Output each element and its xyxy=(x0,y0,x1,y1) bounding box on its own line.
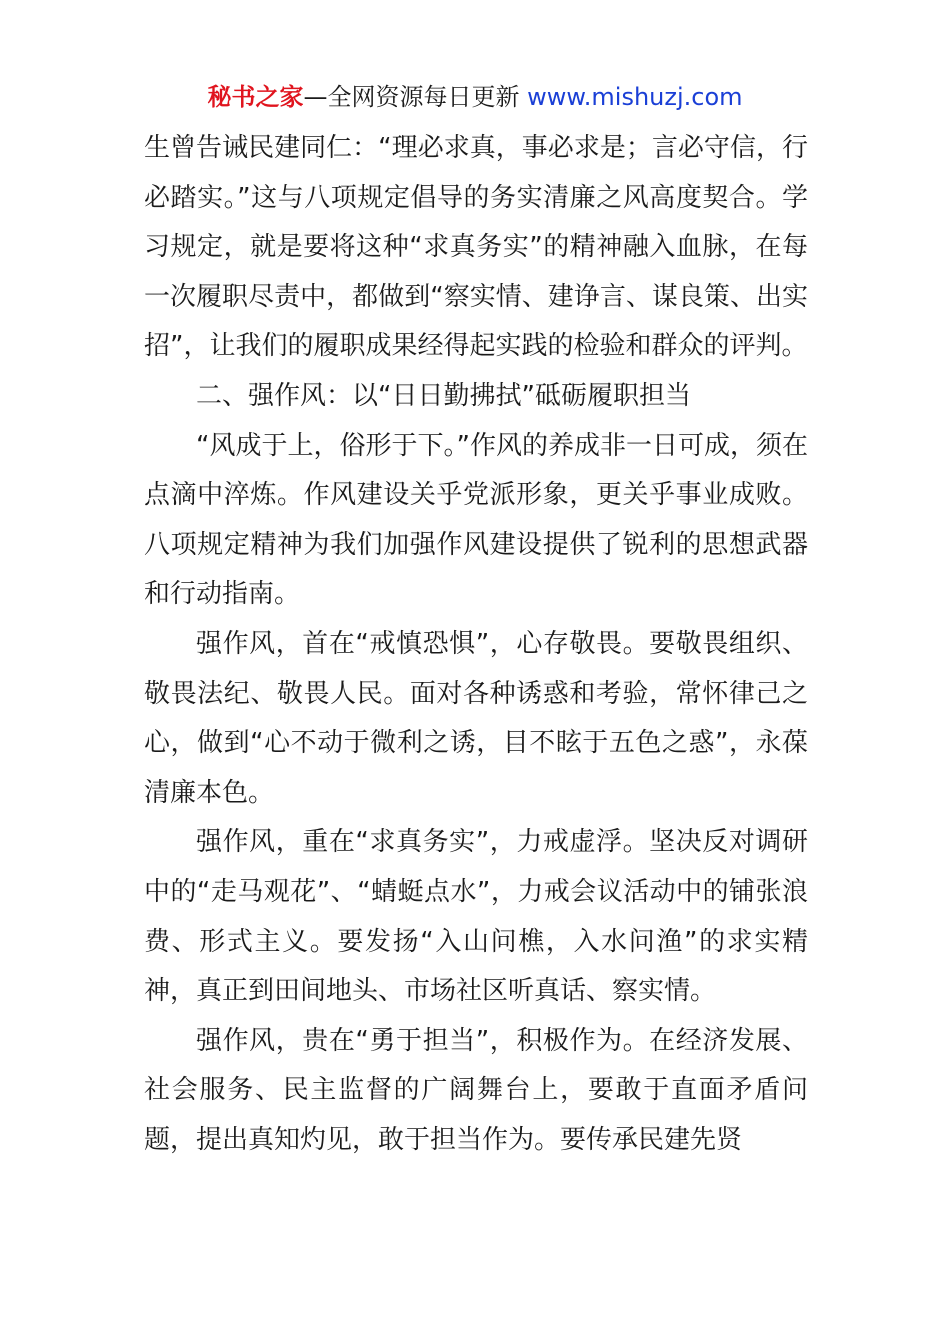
paragraph: 强作风，首在“戒慎恐惧”，心存敬畏。要敬畏组织、敬畏法纪、敬畏人民。面对各种诱惑和考验，常怀律己之心，做到“心不动于微利之诱，目不眩于五色之惑”，永葆清廉本色。 xyxy=(144,628,808,808)
site-brand: 秘书之家 xyxy=(207,83,304,111)
paragraph: 强作风，贵在“勇于担当”，积极作为。在经济发展、社会服务、民主监督的广阔舞台上，要敢于直面矛盾问题，提出真知灼见，敢于担当作为。要传承民建先贤 xyxy=(144,1025,808,1155)
paragraph: 强作风，重在“求真务实”，力戒虚浮。坚决反对调研中的“走马观花”、“蜻蜓点水”，力戒会议活动中的铺张浪费、形式主义。要发扬“入山问樵，入水问渔”的求实精神，真正到田间地头、市场社区听真话、察实情。 xyxy=(144,827,808,1007)
paragraph: “风成于上，俗形于下。”作风的养成非一日可成，须在点滴中淬炼。作风建设关乎党派形象，更关乎事业成败。八项规定精神为我们加强作风建设提供了锐利的思想武器和行动指南。 xyxy=(144,430,808,610)
page-header xyxy=(0,80,950,114)
site-tagline: —全网资源每日更新 xyxy=(303,83,520,111)
paragraph: 生曾告诫民建同仁：“理必求真，事必求是；言必守信，行必踏实。”这与八项规定倡导的务实清廉之风高度契合。学习规定，就是要将这种“求真务实”的精神融入血脉，在每一次履职尽责中，都做到“察实情、建诤言、谋良策、出实招”，让我们的履职成果经得起实践的检验和群众的评判。 xyxy=(144,133,808,362)
site-url-link[interactable]: www.mishuzj.com xyxy=(527,83,743,111)
section-heading: 二、强作风：以“日日勤拂拭”砥砺履职担当 xyxy=(196,380,691,411)
document-body xyxy=(144,124,808,1165)
